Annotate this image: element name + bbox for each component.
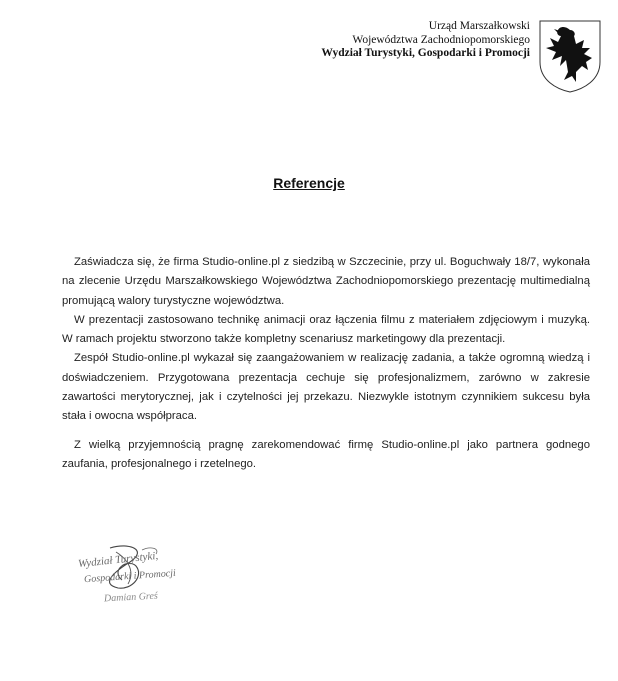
stamp-line-department: Wydział Turystyki, (77, 549, 159, 571)
griffin-crest-icon (536, 18, 604, 94)
document-title: Referencje (273, 175, 345, 191)
letterhead-line-office: Urząd Marszałkowski (428, 20, 530, 32)
signer-name: Damian Greś (103, 590, 159, 605)
paragraph-recommendation: Z wielką przyjemnością pragnę zarekomendować firmę Studio-online.pl jako partnera godnego zaufania, profesjonalnego i rzetelnego. (62, 438, 590, 470)
document-body (62, 253, 590, 474)
letterhead-line-region: Województwa Zachodniopomorskiego (352, 33, 530, 46)
paragraph-techniques: W prezentacji zastosowano technikę animacji oraz łączenia filmu z materiałem zdjęciowym i muzyką. W ramach projektu stworzono także kompletny scenariusz marketingowy dla prezentacji. (62, 313, 590, 346)
letterhead (321, 20, 530, 61)
letterhead-line-department: Wydział Turystyki, Gospodarki i Promocji (321, 47, 530, 59)
paragraph-team: Zespół Studio-online.pl wykazał się zaangażowaniem w realizację zadania, a także ogromną wiedzą i doświadczeniem. Przygotowana prezentacja cechuje się profesjonalizmem, zarówno w zakresie zawartości merytorycznej, jak i czytelności jej przekazu. Niezwykle istotnym czynnikiem sukcesu była stała i owocna współpraca. (62, 352, 590, 423)
paragraph-attestation: Zaświadcza się, że firma Studio-online.pl z siedzibą w Szczecinie, przy ul. Boguchwały 18/7, wykonała na zlecenie Urzędu Marszałkowskiego Województwa Zachodniopomorskiego prezentację multimedialną promującą walory turystyczne województwa. (62, 256, 590, 307)
stamp-line-promotion: Gospodarki i Promocji (83, 567, 177, 586)
